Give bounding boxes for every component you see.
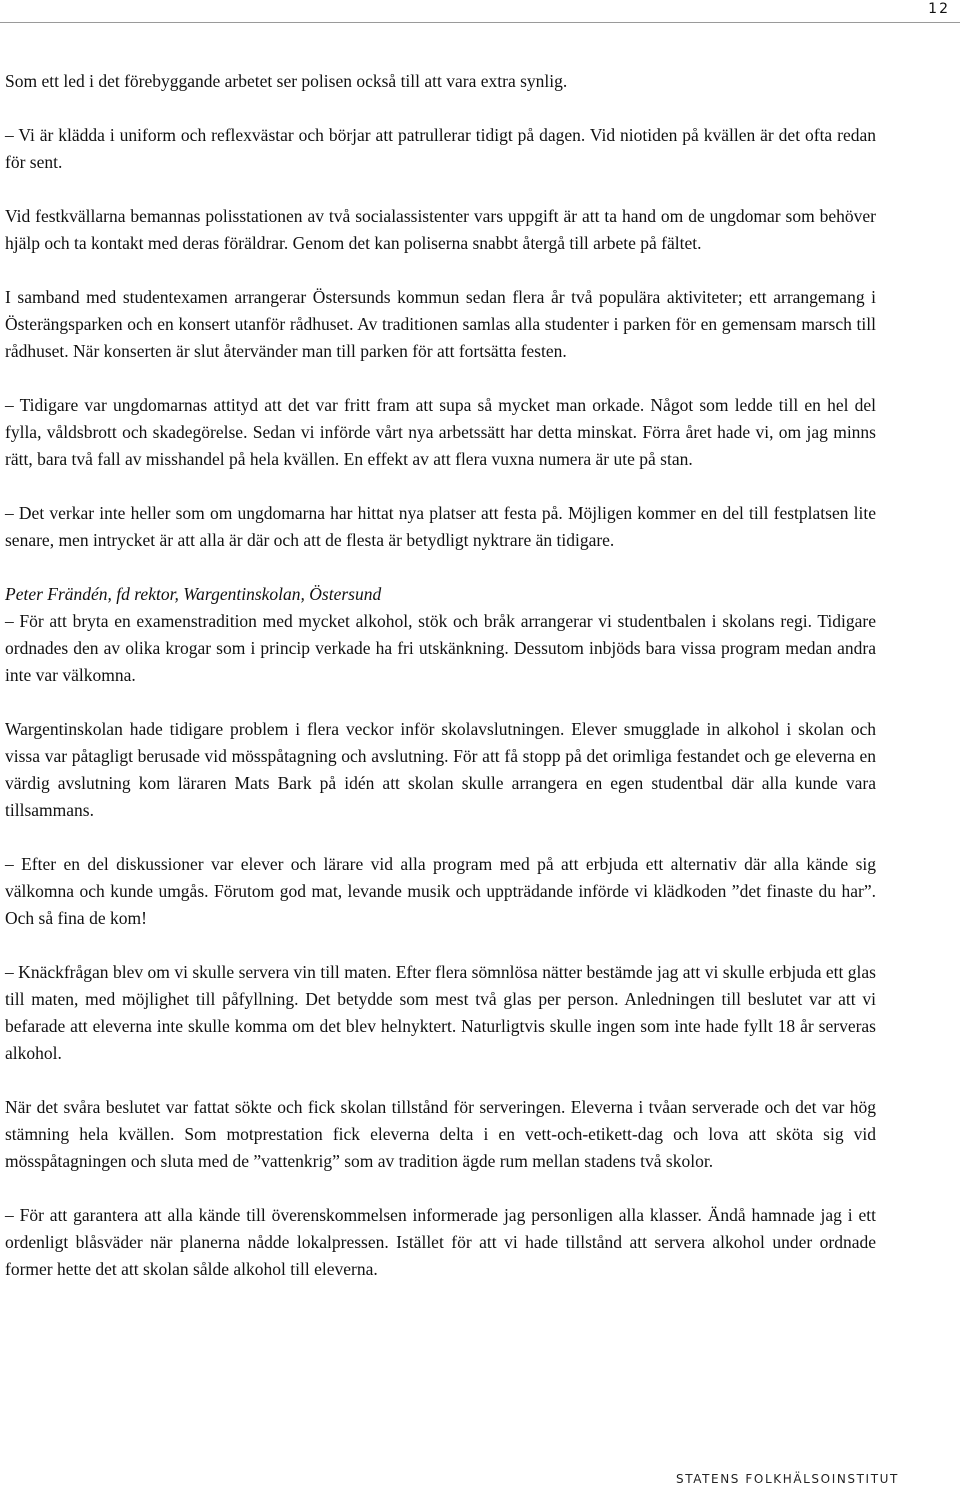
author-byline: Peter Frändén, fd rektor, Wargentinskolan, Östersund [5,584,382,604]
page-number: 12 [928,1,950,17]
paragraph: – Vi är klädda i uniform och reflexvästar och börjar att patrullerar tidigt på dagen. Vid niotiden på kvällen är det ofta redan för sent. [5,125,876,172]
publisher-footer: STATENS FOLKHÄLSOINSTITUT [676,1472,899,1486]
header-rule [0,22,960,23]
paragraph: – Det verkar inte heller som om ungdomarna har hittat nya platser att festa på. Möjligen kommer en del till festplatsen lite senare, men intrycket är att alla är där och att de flesta är betydligt nyktrare än tidigare. [5,503,876,550]
article-body [5,68,876,1310]
paragraph: I samband med studentexamen arrangerar Östersunds kommun sedan flera år två populära aktiviteter; ett arrangemang i Österängsparken och en konsert utanför rådhuset. Av traditionen samlas alla studenter i parken för en gemensam marsch till rådhuset. När konserten är slut återvänder man till parken för att fortsätta festen. [5,287,876,361]
paragraph: – Knäckfrågan blev om vi skulle servera vin till maten. Efter flera sömnlösa nätter bestämde jag att vi skulle erbjuda ett glas till maten, med möjlighet till påfyllning. Det betydde som mest två glas per person. Anledningen till beslutet var att vi befarade att eleverna inte skulle komma om det blev helnyktert. Naturligtvis skulle ingen som inte hade fyllt 18 år serveras alkohol. [5,962,876,1063]
paragraph: – För att garantera att alla kände till överenskommelsen informerade jag personligen alla klasser. Ändå hamnade jag i ett ordenligt blåsväder när planerna nådde lokalpressen. Istället för att vi hade tillstånd att servera alkohol under ordnade former hette det att skolan sålde alkohol till eleverna. [5,1205,876,1279]
paragraph: Wargentinskolan hade tidigare problem i flera veckor inför skolavslutningen. Elever smugglade in alkohol i skolan och vissa var påtagligt berusade vid mösspåtagning och avslutning. För att få stopp på det orimliga festandet och ge eleverna en värdig avslutning kom läraren Mats Bark på idén att skolan skulle arrangera en egen studentbal där alla kunde vara tillsammans. [5,719,876,820]
paragraph: Som ett led i det förebyggande arbetet ser polisen också till att vara extra synlig. [5,71,568,91]
paragraph: – Tidigare var ungdomarnas attityd att det var fritt fram att supa så mycket man orkade. Något som ledde till en hel del fylla, våldsbrott och skadegörelse. Sedan vi införde vårt nya arbetssätt har detta minskat. Förra året hade vi, om jag minns rätt, bara två fall av misshandel på hela kvällen. En effekt av att flera vuxna numera är ute på stan. [5,395,876,469]
paragraph: – För att bryta en examenstradition med mycket alkohol, stök och bråk arrangerar vi studentbalen i skolans regi. Tidigare ordnades den av olika krogar som i princip verkade ha fri utskänkning. Dessutom inbjöds bara vissa program medan andra inte var välkomna. [5,611,876,685]
paragraph: Vid festkvällarna bemannas polisstationen av två socialassistenter vars uppgift är att ta hand om de ungdomar som behöver hjälp och ta kontakt med deras föräldrar. Genom det kan poliserna snabbt återgå till arbete på fältet. [5,206,876,253]
paragraph: När det svåra beslutet var fattat sökte och fick skolan tillstånd för serveringen. Eleverna i tvåan serverade och det var hög stämning hela kvällen. Som motprestation fick eleverna delta i en vett-och-etikett-dag och lova att sköta sig vid mösspåtagningen och sluta med de ”vattenkrig” som av tradition ägde rum mellan stadens två skolor. [5,1097,876,1171]
paragraph: – Efter en del diskussioner var elever och lärare vid alla program med på att erbjuda ett alternativ där alla kände sig välkomna och kunde umgås. Förutom god mat, levande musik och uppträdande införde vi klädkoden ”det finaste du har”. Och så fina de kom! [5,854,876,928]
